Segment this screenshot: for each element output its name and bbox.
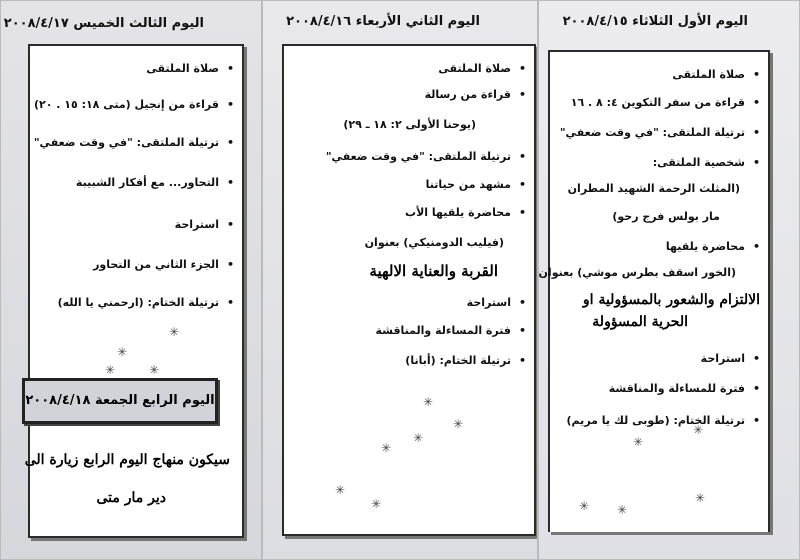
star-ornament-icon: ✳: [168, 325, 180, 339]
day1-item-lecture: • محاضرة يلقيها: [666, 240, 760, 253]
day3-item-hymn: • ترتيلة الملتقى: "في وقت ضعفي": [34, 136, 234, 149]
day1-item-closing-hymn: • ترتيلة الختام: (طوبى لك يا مريم): [567, 414, 760, 427]
day2-item-break: • استراحة: [467, 296, 526, 309]
day1-lecture-title-line2: الحرية المسؤولة: [592, 314, 688, 330]
star-ornament-icon: ✳: [116, 345, 128, 359]
day3-item-dialogue: • التحاور... مع أفكار الشبيبة: [76, 176, 234, 189]
day1-lecturer: (الخور اسقف بطرس موشي) بعنوان: [538, 266, 736, 279]
star-ornament-icon: ✳: [692, 423, 704, 437]
day1-item-reading: • قراءة من سفر التكوين ٤: ٨ . ١٦: [571, 96, 760, 109]
day3-item-dialogue-part2: • الجزء الثاني من التحاور: [93, 258, 234, 271]
day3-header: اليوم الثالث الخميس ٢٠٠٨/٤/١٧: [3, 16, 204, 31]
day3-item-reading: • قراءة من إنجيل (متى ١٨: ١٥ . ٢٠): [34, 98, 234, 111]
day1-personality-line1: (المثلث الرحمة الشهيد المطران: [567, 182, 740, 195]
day2-item-prayer: • صلاة الملتقى: [438, 62, 526, 75]
panel-day1: [538, 0, 800, 560]
star-ornament-icon: ✳: [104, 363, 116, 377]
day1-item-break: • استراحة: [701, 352, 760, 365]
star-ornament-icon: ✳: [422, 395, 434, 409]
day3-item-prayer: • صلاة الملتقى: [146, 62, 234, 75]
star-ornament-icon: ✳: [616, 503, 628, 517]
day2-item-discussion: • فترة المساءلة والمناقشة: [375, 324, 526, 337]
day1-item-prayer: • صلاة الملتقى: [672, 68, 760, 81]
day4-header-box: [22, 378, 218, 424]
day2-header: اليوم الثاني الأربعاء ٢٠٠٨/٤/١٦: [286, 14, 480, 29]
day2-lecturer: (فيليب الدومنيكي) بعنوان: [364, 236, 504, 249]
day1-personality-line2: مار بولس فرج رحو): [612, 210, 720, 223]
day3-item-break: • استراحة: [175, 218, 234, 231]
panel-day2: [262, 0, 538, 560]
day2-lecture-title: القربة والعناية الالهية: [369, 262, 498, 280]
day1-card: [538, 50, 770, 532]
day1-item-hymn: • ترتيلة الملتقى: "في وقت ضعفي": [560, 126, 760, 139]
star-ornament-icon: ✳: [380, 441, 392, 455]
day4-note-line2: دير مار متى: [96, 490, 166, 506]
panel-day3: [0, 0, 262, 560]
day2-card: [282, 44, 536, 536]
day4-header: اليوم الرابع الجمعة ٢٠٠٨/٤/١٨: [25, 393, 215, 408]
day1-item-discussion: • فترة للمساءلة والمناقشة: [609, 382, 760, 395]
day2-item-lecture: • محاضرة يلقيها الأب: [405, 206, 526, 219]
star-ornament-icon: ✳: [412, 431, 424, 445]
day1-item-personality: • شخصية الملتقى:: [653, 156, 760, 169]
day3-item-closing-hymn: • ترتيلة الختام: (ارحمني يا الله): [58, 296, 234, 309]
star-ornament-icon: ✳: [632, 435, 644, 449]
star-ornament-icon: ✳: [452, 417, 464, 431]
star-ornament-icon: ✳: [694, 491, 706, 505]
star-ornament-icon: ✳: [578, 499, 590, 513]
day1-header: اليوم الأول الثلاثاء ٢٠٠٨/٤/١٥: [562, 14, 748, 29]
day2-reading-ref: (يوحنا الأولى ٢: ١٨ ـ ٢٩): [343, 118, 476, 131]
day1-lecture-title-line1: الالتزام والشعور بالمسؤولية او: [582, 292, 760, 308]
day2-item-closing-hymn: • ترتيلة الختام: (أبانا): [405, 354, 526, 367]
star-ornament-icon: ✳: [334, 483, 346, 497]
star-ornament-icon: ✳: [370, 497, 382, 511]
star-ornament-icon: ✳: [148, 363, 160, 377]
day2-item-reading: • قراءة من رسالة: [425, 88, 526, 101]
day4-note-line1: سيكون منهاج اليوم الرابع زيارة الى: [24, 452, 230, 468]
day2-item-scene: • مشهد من حياتنا: [426, 178, 526, 191]
day2-item-hymn: • ترتيلة الملتقى: "في وقت ضعفي": [326, 150, 526, 163]
